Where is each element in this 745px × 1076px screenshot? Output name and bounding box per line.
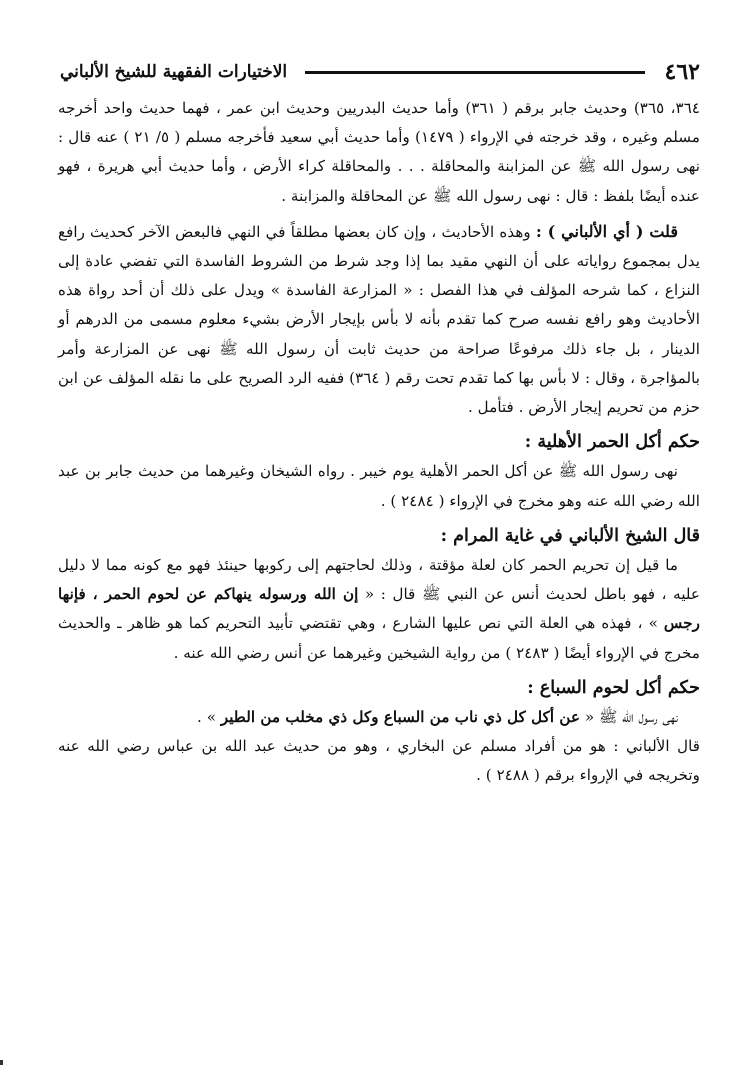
albani-comment-text: وهذه الأحاديث ، وإن كان بعضها مطلقاً في النهي فالبعض الآخر كحديث رافع يدل بمجموع رواياته على أن النهي مقيد بما إذا وجد شرط من الشروط الفاسدة التي تفضي عادة إلى النزاع ، كما شرحه المؤلف في هذا الفصل : « المزارعة الفاسدة » ويدل على ذلك أن أحد رواة هذه الأحاديث وهو رافع نفسه صرح كما تقدم بأنه لا بأس بإيجار الأرض بشيء معلوم مسمى من الدرهم أو الدينار ، بل جاء ذلك مرفوعًا صراحة من حديث ثابت أن رسول الله ﷺ نهى عن المزارعة وأمر بالمؤاجرة ، وقال : لا بأس بها كما تقدم تحت رقم ( ٣٦٤) ففيه الرد الصريح على ما نقله المؤلف عن ابن حزم من تحريم إيجار الأرض . فتأمل .	[58, 222, 700, 417]
paragraph-donkeys-reason	[58, 551, 700, 668]
scan-mark	[0, 1060, 3, 1065]
paragraph-albani-takhrij: قال الألباني : هو من أفراد مسلم عن البخاري ، وهو من حديث عبد الله بن عباس رضي الله عنه وتخريجه في الإرواء برقم ( ٢٤٨٨ ) .	[58, 737, 700, 785]
paragraph-albani-comment	[58, 217, 700, 422]
heading-ghayat-al-maram: قال الشيخ الألباني في غاية المرام :	[440, 525, 700, 546]
page-number: ٤٦٢	[664, 59, 700, 85]
paragraph-predators-hadith	[58, 703, 700, 732]
hadith-quote-anas: إن الله ورسوله ينهاكم عن لحوم الحمر ، فإنها رجس	[58, 585, 700, 633]
reason-text-b: » ، فهذه هي العلة التي نص عليها الشارع ، وهي تقتضي تأبيد التحريم كما هو ظاهر ـ والحديث مخرج في الإرواء أيضًا ( ٢٤٨٣ ) من رواية الشيخين وغيرهما عن أنس رضي الله عنه .	[58, 614, 700, 662]
page-body	[58, 94, 700, 791]
heading-predators: حكم أكل لحوم السباع :	[527, 677, 700, 698]
predators-text-a: نهى رسول الله ﷺ «	[580, 708, 678, 727]
header-rule	[305, 71, 644, 74]
heading-domestic-donkeys: حكم أكل الحمر الأهلية :	[524, 432, 700, 453]
paragraph-citations: ٣٦٤، ٣٦٥) وحديث جابر برقم ( ٣٦١) وأما حديث البدريين وحديث ابن عمر ، فهما حديث واحد أخرجه مسلم وغيره ، وقد خرجته في الإرواء ( ١٤٧٩) وأما حديث أبي سعيد فأخرجه مسلم ( ٥/ ٢١ ) عنه قال : نهى رسول الله ﷺ عن المزابنة والمحاقلة . . . والمحاقلة كراء الأرض ، وأما حديث أبي هريرة ، فهو عنده أيضًا بلفظ : قال : نهى رسول الله ﷺ عن المحاقلة والمزابنة .	[58, 99, 701, 205]
page-header	[60, 52, 700, 92]
paragraph-donkeys-hadith: نهى رسول الله ﷺ عن أكل الحمر الأهلية يوم خيبر . رواه الشيخان وغيرهما من حديث جابر بن عبد الله رضي الله عنه وهو مخرج في الإرواء ( ٢٤٨٤ ) .	[58, 462, 700, 510]
hadith-quote-predators: عن أكل كل ذي ناب من السباع وكل ذي مخلب من الطير	[220, 708, 581, 727]
predators-text-b: » .	[197, 708, 221, 727]
running-title: الاختيارات الفقهية للشيخ الألباني	[60, 62, 288, 82]
albani-lead: قلت ( أي الألباني ) :	[535, 221, 679, 241]
reason-text-a: ما قيل إن تحريم الحمر كان لعلة مؤقتة ، وذلك لحاجتهم إلى ركوبها حينئذ فهو مع كونه مما لا دليل عليه ، فهو باطل لحديث أنس عن النبي ﷺ قال : «	[58, 556, 700, 604]
